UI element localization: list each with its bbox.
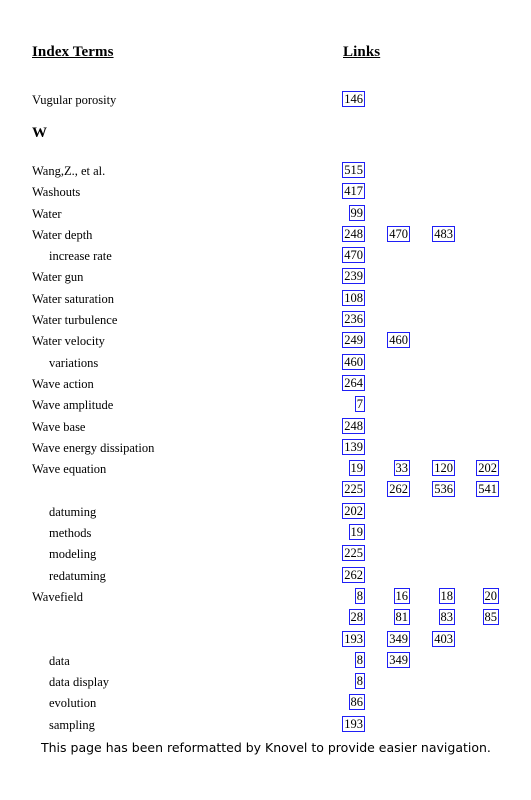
- page-link[interactable]: 81: [395, 610, 408, 624]
- index-entry: [0, 716, 531, 734]
- page-link[interactable]: 349: [389, 653, 408, 667]
- index-entry: [0, 418, 531, 436]
- page-link[interactable]: 460: [344, 355, 363, 369]
- subterm-label: methods: [49, 526, 92, 540]
- page-link[interactable]: 28: [350, 610, 363, 624]
- index-entry: [0, 588, 531, 606]
- page-link[interactable]: 20: [484, 589, 497, 603]
- index-entry: [0, 183, 531, 201]
- term-label: Water saturation: [32, 292, 114, 306]
- page-link[interactable]: 18: [440, 589, 453, 603]
- index-terms-heading: Index Terms: [32, 44, 114, 60]
- subterm-label: data display: [49, 675, 110, 689]
- term-label: Water gun: [32, 270, 84, 284]
- page-link[interactable]: 515: [344, 163, 363, 177]
- index-entry-continuation: [0, 481, 531, 499]
- term-label: Wang,Z., et al.: [32, 164, 106, 178]
- subterm-label: variations: [49, 356, 99, 370]
- index-entry: [0, 354, 531, 372]
- page-link[interactable]: 139: [344, 440, 363, 454]
- page-link[interactable]: 146: [344, 92, 363, 106]
- index-entry: [0, 375, 531, 393]
- index-entry: [0, 332, 531, 350]
- page-link[interactable]: 403: [434, 632, 453, 646]
- index-entry: [0, 503, 531, 521]
- page-link[interactable]: 108: [344, 291, 363, 305]
- page-link[interactable]: 16: [395, 589, 408, 603]
- subterm-label: sampling: [49, 718, 95, 732]
- footer-note: This page has been reformatted by Knovel to provide easier navigation.: [41, 740, 491, 755]
- page-link[interactable]: 417: [344, 184, 363, 198]
- index-entry: [0, 311, 531, 329]
- index-entry: [0, 439, 531, 457]
- page-link[interactable]: 536: [434, 482, 453, 496]
- index-entry: [0, 290, 531, 308]
- page-link[interactable]: 99: [350, 206, 363, 220]
- subterm-label: evolution: [49, 696, 97, 710]
- index-entry: [0, 694, 531, 712]
- page-link[interactable]: 249: [344, 333, 363, 347]
- page-link[interactable]: 248: [344, 419, 363, 433]
- term-label: Water depth: [32, 228, 93, 242]
- links-heading: Links: [343, 44, 381, 60]
- term-label: Water turbulence: [32, 313, 118, 327]
- subterm-label: modeling: [49, 547, 97, 561]
- page-link[interactable]: 8: [356, 589, 363, 603]
- subterm-label: datuming: [49, 505, 97, 519]
- page-link[interactable]: 541: [478, 482, 497, 496]
- page-link[interactable]: 85: [484, 610, 497, 624]
- index-entry: [0, 268, 531, 286]
- page-link[interactable]: 33: [395, 461, 408, 475]
- index-entry: [0, 567, 531, 585]
- page-link[interactable]: 193: [344, 717, 363, 731]
- page-link[interactable]: 8: [356, 674, 363, 688]
- page-link[interactable]: 262: [344, 568, 363, 582]
- term-label: Wavefield: [32, 590, 84, 604]
- index-entry: [0, 460, 531, 478]
- index-entry: [0, 162, 531, 180]
- index-entry: [0, 247, 531, 265]
- index-entry: [0, 205, 531, 223]
- page-link[interactable]: 202: [344, 504, 363, 518]
- page-link[interactable]: 239: [344, 269, 363, 283]
- page-link[interactable]: 236: [344, 312, 363, 326]
- term-label: Vugular porosity: [32, 93, 117, 107]
- index-entry-continuation: [0, 631, 531, 649]
- term-label: Water velocity: [32, 334, 105, 348]
- index-entry: [0, 545, 531, 563]
- page-link[interactable]: 470: [389, 227, 408, 241]
- term-label: Water: [32, 207, 62, 221]
- page-link[interactable]: 264: [344, 376, 363, 390]
- page-link[interactable]: 7: [356, 397, 363, 411]
- index-entry: [0, 226, 531, 244]
- section-letter: W: [32, 125, 47, 141]
- term-label: Wave equation: [32, 462, 107, 476]
- term-label: Wave base: [32, 420, 86, 434]
- term-label: Wave energy dissipation: [32, 441, 155, 455]
- subterm-label: data: [49, 654, 70, 668]
- subterm-label: increase rate: [49, 249, 112, 263]
- index-entry-continuation: [0, 609, 531, 627]
- page-link[interactable]: 86: [350, 695, 363, 709]
- index-entry: [0, 652, 531, 670]
- page-link[interactable]: 120: [434, 461, 453, 475]
- page-link[interactable]: 470: [344, 248, 363, 262]
- index-entry: [0, 524, 531, 542]
- subterm-label: redatuming: [49, 569, 106, 583]
- page-link[interactable]: 202: [478, 461, 497, 475]
- index-entry: [0, 673, 531, 691]
- page-link[interactable]: 248: [344, 227, 363, 241]
- term-label: Washouts: [32, 185, 81, 199]
- term-label: Wave action: [32, 377, 94, 391]
- page-link[interactable]: 225: [344, 482, 363, 496]
- page-link[interactable]: 483: [434, 227, 453, 241]
- index-entry: [0, 396, 531, 414]
- page-link[interactable]: 262: [389, 482, 408, 496]
- page-link[interactable]: 193: [344, 632, 363, 646]
- index-entry: [0, 91, 531, 109]
- term-label: Wave amplitude: [32, 398, 114, 412]
- page-link[interactable]: 8: [356, 653, 363, 667]
- page-link[interactable]: 19: [350, 525, 363, 539]
- page-link[interactable]: 460: [389, 333, 408, 347]
- page-link[interactable]: 83: [440, 610, 453, 624]
- page-link[interactable]: 349: [389, 632, 408, 646]
- page-link[interactable]: 19: [350, 461, 363, 475]
- page-link[interactable]: 225: [344, 546, 363, 560]
